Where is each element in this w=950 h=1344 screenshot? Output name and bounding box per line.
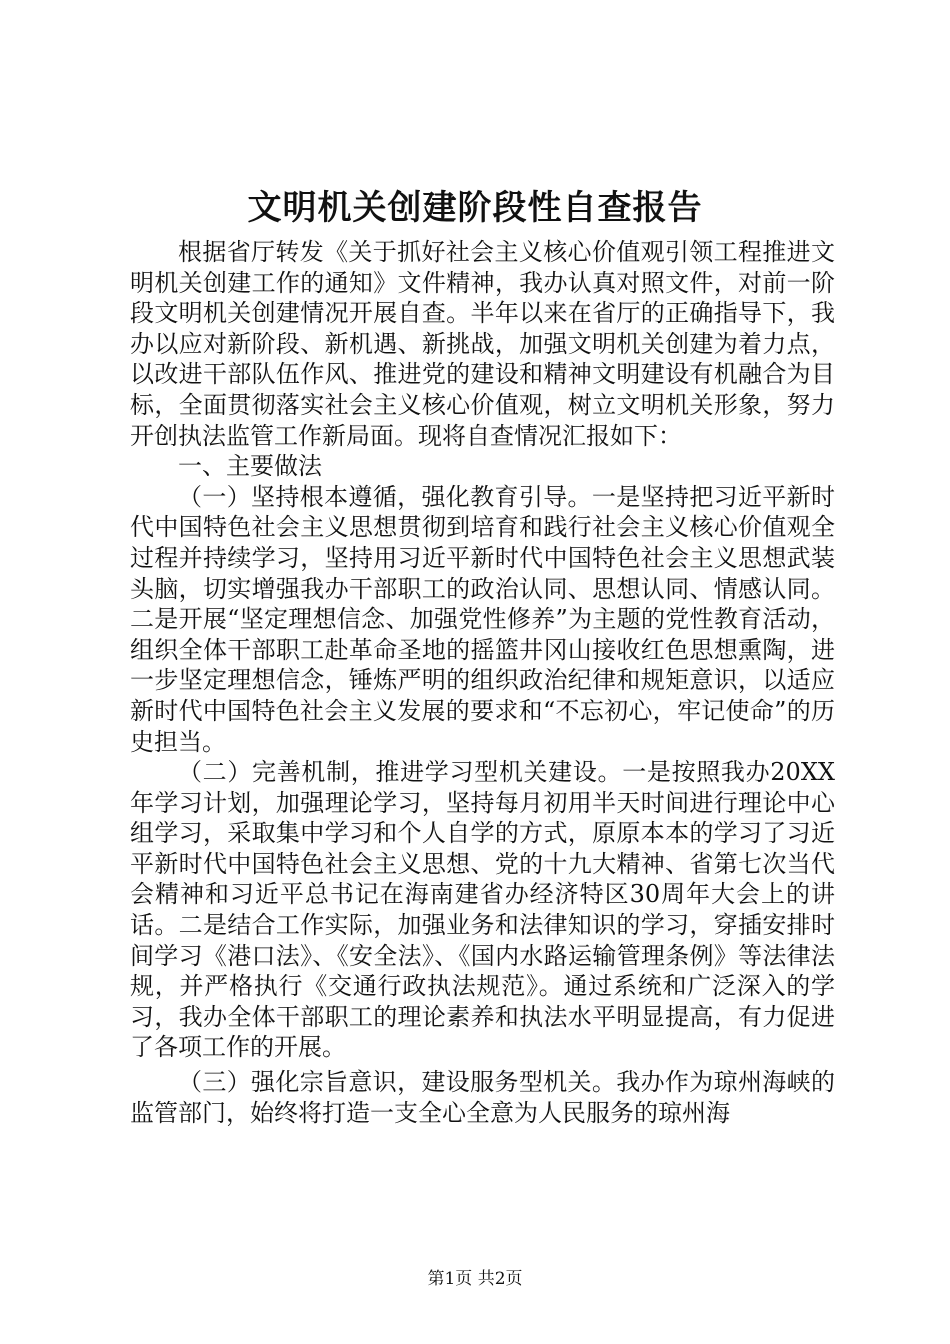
page-number-footer: 第1页 共2页	[427, 1269, 523, 1289]
document-title: 文明机关创建阶段性自查报告	[247, 188, 703, 228]
paragraph-item-3: （三）强化宗旨意识，建设服务型机关。我办作为琼州海峡的监管部门，始终将打造一支全心全意为人民服务的琼州海	[130, 1068, 835, 1127]
intro-paragraph: 根据省厅转发《关于抓好社会主义核心价值观引领工程推进文明机关创建工作的通知》文件精神，我办认真对照文件，对前一阶段文明机关创建情况开展自查。半年以来在省厅的正确指导下，我办以应对新阶段、新机遇、新挑战，加强文明机关创建为着力点，以改进干部队伍作风、推进党的建设和精神文明建设有机融合为目标，全面贯彻落实社会主义核心价值观，树立文明机关形象，努力开创执法监管工作新局面。现将自查情况汇报如下：	[130, 238, 835, 450]
document-body	[130, 237, 835, 1128]
paragraph-item-2: （二）完善机制，推进学习型机关建设。一是按照我办20XX年学习计划，加强理论学习，坚持每月初用半天时间进行理论中心组学习，采取集中学习和个人自学的方式，原原本本的学习了习近平新时代中国特色社会主义思想、党的十九大精神、省第七次当代会精神和习近平总书记在海南建省办经济特区30周年大会上的讲话。二是结合工作实际，加强业务和法律知识的学习，穿插安排时间学习《港口法》、《安全法》、《国内水路运输管理条例》等法律法规，并严格执行《交通行政执法规范》。通过系统和广泛深入的学习，我办全体干部职工的理论素养和执法水平明显提高，有力促进了各项工作的开展。	[130, 758, 835, 1062]
section-heading-main-practices: 一、主要做法	[178, 452, 322, 481]
paragraph-item-1: （一）坚持根本遵循，强化教育引导。一是坚持把习近平新时代中国特色社会主义思想贯彻到培育和践行社会主义核心价值观全过程并持续学习，坚持用习近平新时代中国特色社会主义思想武装头脑，切实增强我办干部职工的政治认同、思想认同、情感认同。二是开展“坚定理想信念、加强党性修养”为主题的党性教育活动，组织全体干部职工赴革命圣地的摇篮井冈山接收红色思想熏陶，进一步坚定理想信念，锤炼严明的组织政治纪律和规矩意识，以适应新时代中国特色社会主义发展的要求和“不忘初心，牢记使命”的历史担当。	[130, 482, 835, 756]
